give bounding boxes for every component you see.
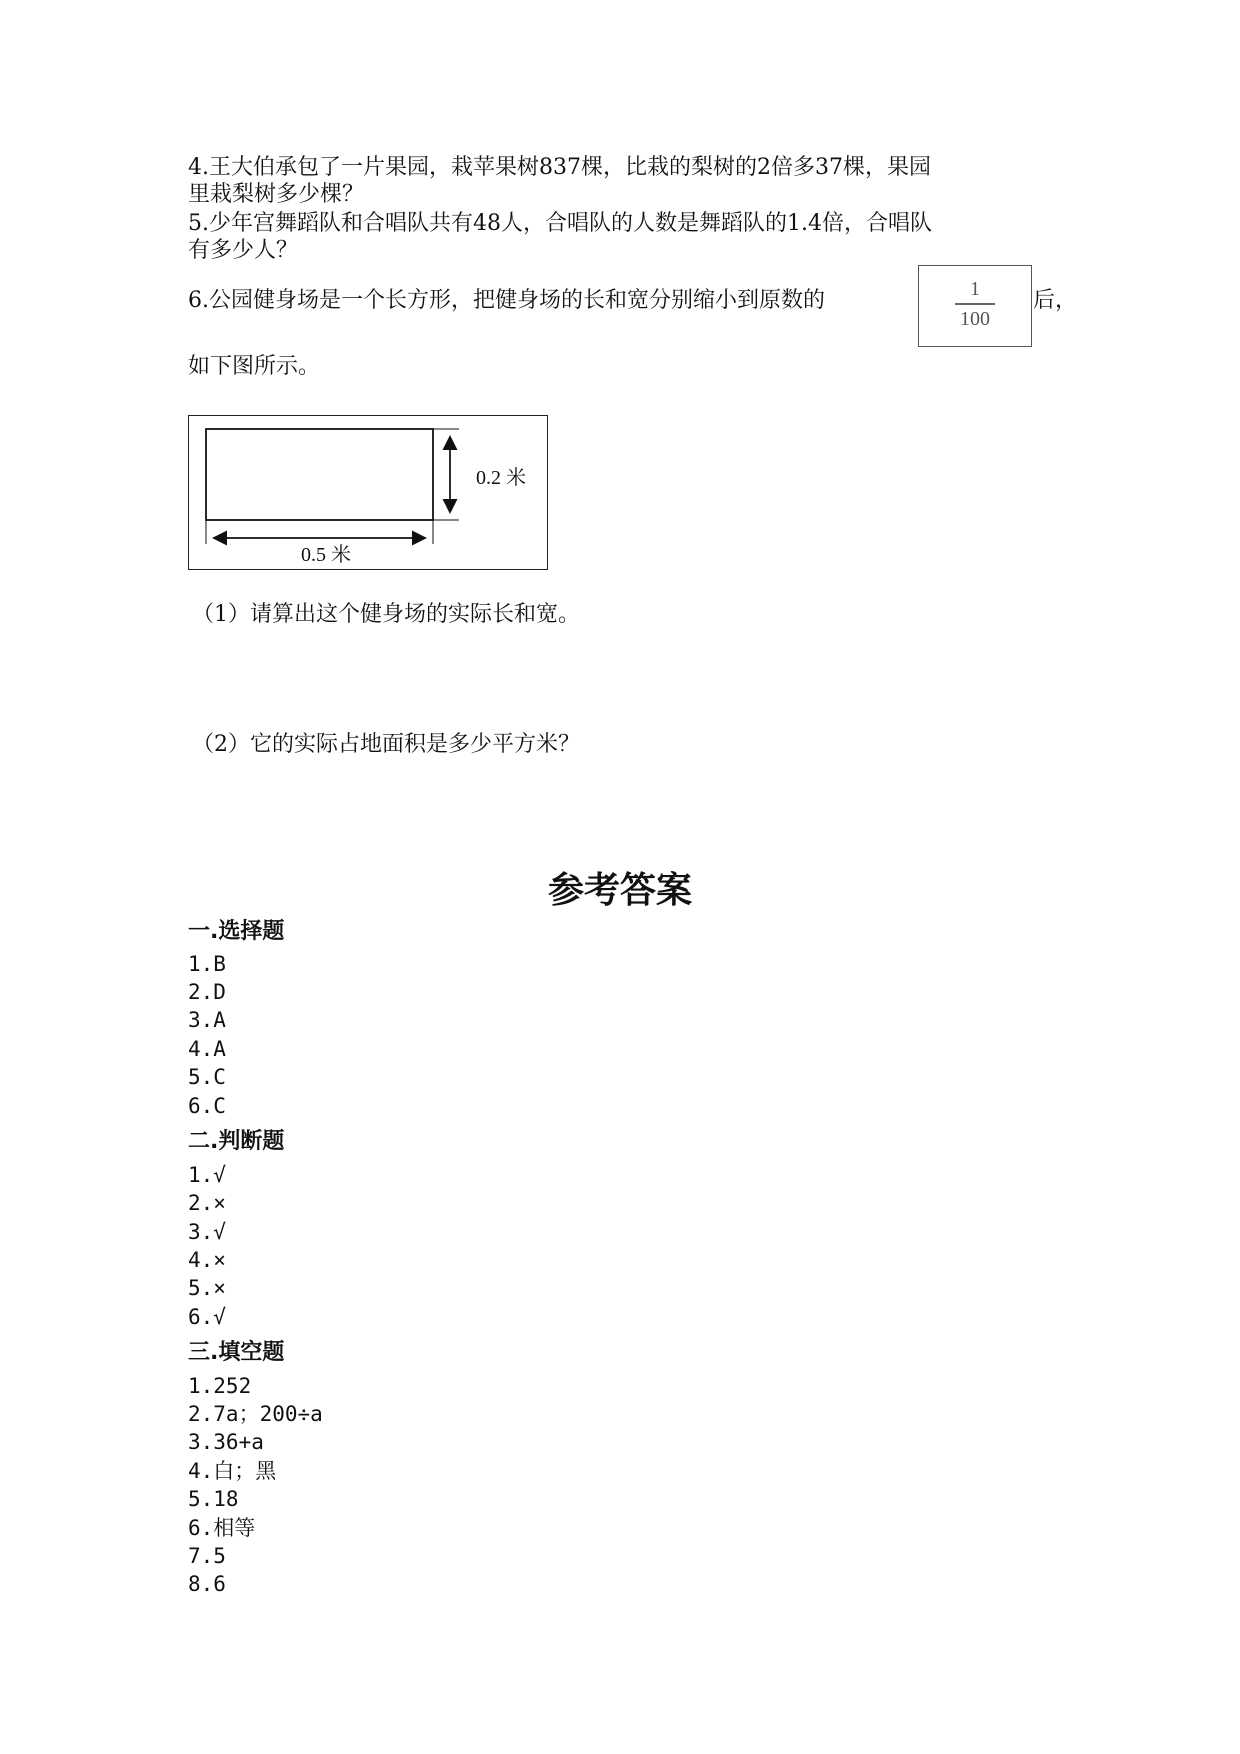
question-6-part-2: （2）它的实际占地面积是多少平方米？ [192, 732, 580, 757]
section-heading-fill-blank: 三.填空题 [188, 1340, 285, 1365]
question-4-line-1: 4.王大伯承包了一片果园，栽苹果树837棵，比栽的梨树的2倍多37棵，果园 [188, 155, 931, 180]
answer-item: 5.18 [188, 1487, 239, 1511]
answer-item: 2.D [188, 980, 226, 1004]
rectangle-diagram [189, 416, 547, 569]
fraction-numerator: 1 [970, 278, 980, 300]
rectangle-figure [188, 415, 548, 570]
fraction [919, 278, 1031, 330]
answer-item: 2.7a；200÷a [188, 1402, 323, 1426]
question-5-line-1: 5.少年宫舞蹈队和合唱队共有48人，合唱队的人数是舞蹈队的1.4倍，合唱队 [188, 211, 932, 236]
answer-item: 8.6 [188, 1572, 226, 1596]
section-heading-choice: 一.选择题 [188, 919, 285, 944]
width-label: 0.2 米 [476, 467, 526, 489]
answer-item: 3.√ [188, 1220, 226, 1244]
question-6-part-1: （1）请算出这个健身场的实际长和宽。 [192, 602, 580, 627]
length-label: 0.5 米 [301, 544, 351, 566]
answer-item: 1.B [188, 952, 226, 976]
answer-item: 4.白；黑 [188, 1459, 277, 1483]
answer-item: 6.√ [188, 1305, 226, 1329]
fraction-image [918, 265, 1032, 347]
answer-item: 3.36+a [188, 1430, 264, 1454]
question-4-line-2: 里栽梨树多少棵？ [188, 182, 365, 207]
answer-item: 6.相等 [188, 1516, 256, 1540]
answer-item: 5.C [188, 1065, 226, 1089]
fraction-denominator: 100 [960, 307, 990, 330]
question-6-line-1-end: 后， [1033, 288, 1078, 313]
answer-item: 4.A [188, 1037, 226, 1061]
answer-item: 7.5 [188, 1544, 226, 1568]
question-6-line-2: 如下图所示。 [188, 354, 321, 379]
answer-item: 4.× [188, 1248, 226, 1272]
question-5-line-2: 有多少人？ [188, 238, 299, 263]
answers-title: 参考答案 [547, 870, 692, 911]
fraction-bar [955, 303, 995, 305]
answer-item: 2.× [188, 1191, 226, 1215]
question-6-line-1: 6.公园健身场是一个长方形，把健身场的长和宽分别缩小到原数的 [188, 288, 825, 313]
section-heading-judgement: 二.判断题 [188, 1129, 285, 1154]
answer-item: 1.√ [188, 1163, 226, 1187]
answer-item: 6.C [188, 1094, 226, 1118]
answer-item: 5.× [188, 1276, 226, 1300]
rectangle-shape [206, 429, 433, 520]
answer-item: 3.A [188, 1008, 226, 1032]
answer-item: 1.252 [188, 1374, 252, 1398]
